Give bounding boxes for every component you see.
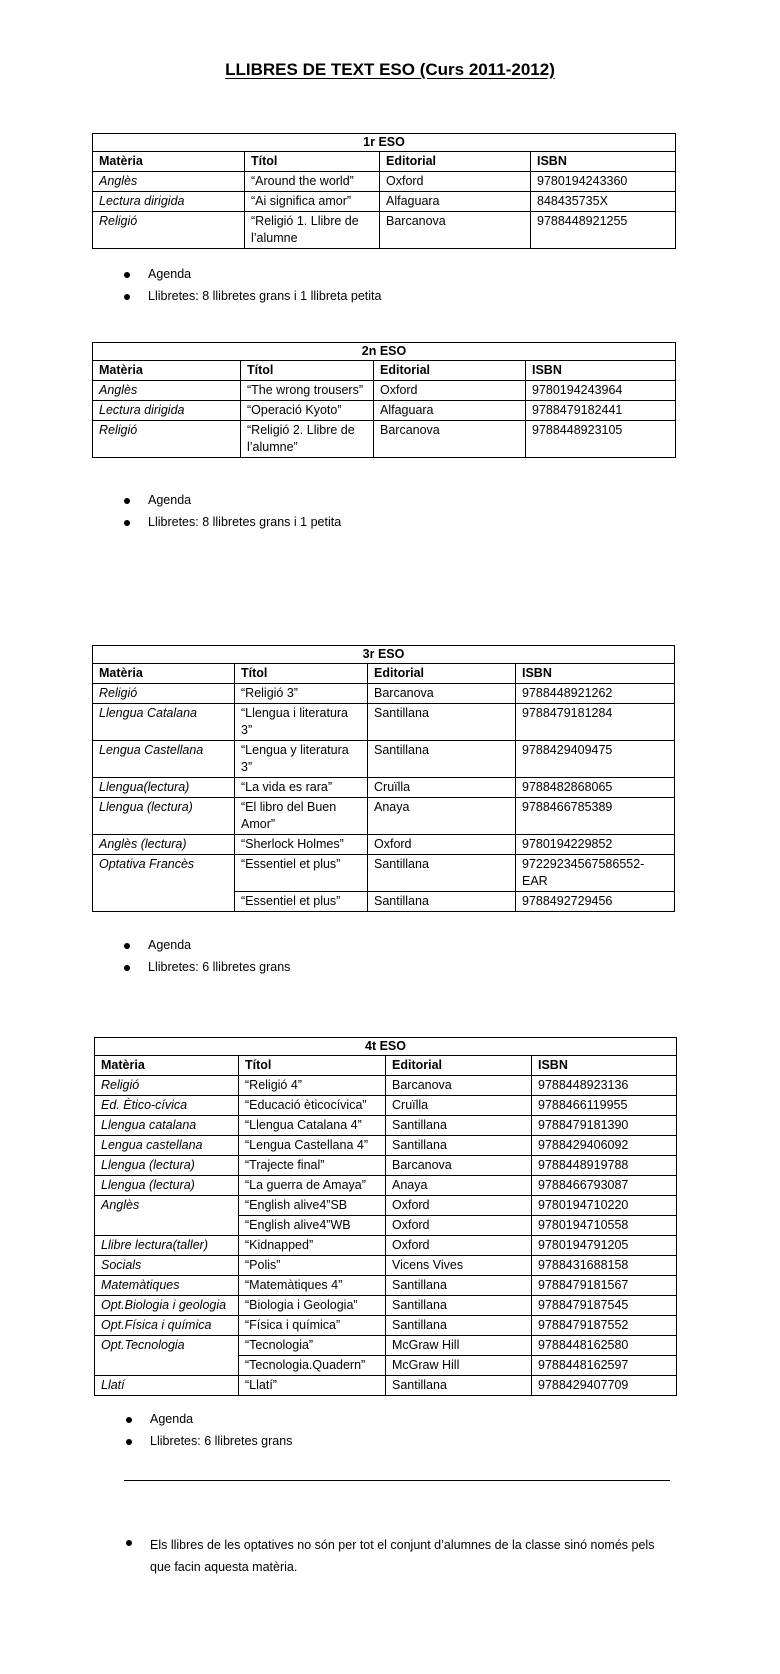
- isbn-cell: 9788429409475: [516, 741, 675, 778]
- publisher-cell: Anaya: [368, 798, 516, 835]
- divider: [124, 1480, 670, 1481]
- subject-cell: Lengua Castellana: [93, 741, 235, 778]
- subject-cell: Ed. Ètico-cívica: [95, 1096, 239, 1116]
- isbn-cell: 9788479181284: [516, 704, 675, 741]
- isbn-cell: 848435735X: [531, 192, 676, 212]
- subject-cell: Lengua castellana: [95, 1136, 239, 1156]
- list-item: Llibretes: 6 llibretes grans: [122, 1433, 682, 1450]
- table-row: [95, 1236, 677, 1256]
- notes-list-4t-eso: [122, 1411, 682, 1455]
- publisher-cell: Oxford: [380, 172, 531, 192]
- publisher-cell: Santillana: [368, 892, 516, 912]
- publisher-cell: Oxford: [368, 835, 516, 855]
- table-row: [93, 381, 676, 401]
- publisher-cell: Santillana: [386, 1296, 532, 1316]
- table-4t-eso: [94, 1037, 677, 1396]
- isbn-cell: 9788479187545: [532, 1296, 677, 1316]
- subject-cell: Llengua (lectura): [93, 798, 235, 835]
- header-title: Títol: [245, 152, 380, 172]
- isbn-cell: 9780194710558: [532, 1216, 677, 1236]
- list-item: Agenda: [120, 937, 680, 954]
- title-cell: “Tecnologia.Quadern”: [239, 1356, 386, 1376]
- subject-cell: Religió: [93, 212, 245, 249]
- publisher-cell: Oxford: [386, 1216, 532, 1236]
- title-cell: “Llengua i literatura 3”: [235, 704, 368, 741]
- table-row: [95, 1116, 677, 1136]
- publisher-cell: McGraw Hill: [386, 1336, 532, 1356]
- subject-cell: Religió: [93, 684, 235, 704]
- subject-cell: Llatí: [95, 1376, 239, 1396]
- subject-cell: Llengua (lectura): [95, 1156, 239, 1176]
- title-cell: “La vida es rara”: [235, 778, 368, 798]
- title-cell: “Física i química”: [239, 1316, 386, 1336]
- isbn-cell: 9788448923105: [526, 421, 676, 458]
- title-cell: “Matemàtiques 4”: [239, 1276, 386, 1296]
- subject-cell: Anglès: [95, 1196, 239, 1236]
- publisher-cell: Santillana: [386, 1116, 532, 1136]
- isbn-cell: 9788448921262: [516, 684, 675, 704]
- header-title: Títol: [239, 1056, 386, 1076]
- isbn-cell: 9788429406092: [532, 1136, 677, 1156]
- table-caption: 1r ESO: [93, 134, 676, 152]
- table-row: [95, 1336, 677, 1356]
- title-cell: “Kidnapped”: [239, 1236, 386, 1256]
- subject-cell: Anglès: [93, 381, 241, 401]
- table-caption: 3r ESO: [93, 646, 675, 664]
- title-cell: “Religió 1. Llibre de l’alumne: [245, 212, 380, 249]
- table-row: [95, 1136, 677, 1156]
- title-cell: “Lengua y literatura 3”: [235, 741, 368, 778]
- title-cell: “Biologia i Geologia”: [239, 1296, 386, 1316]
- header-subject: Matèria: [93, 361, 241, 381]
- isbn-cell: 9780194710220: [532, 1196, 677, 1216]
- table-row: [93, 401, 676, 421]
- isbn-cell: 9780194243964: [526, 381, 676, 401]
- subject-cell: Opt.Física i química: [95, 1316, 239, 1336]
- list-item: Llibretes: 6 llibretes grans: [120, 959, 680, 976]
- table-caption: 4t ESO: [95, 1038, 677, 1056]
- title-cell: “Sherlock Holmes”: [235, 835, 368, 855]
- table-caption: 2n ESO: [93, 343, 676, 361]
- header-isbn: ISBN: [526, 361, 676, 381]
- header-isbn: ISBN: [532, 1056, 677, 1076]
- subject-cell: Anglès: [93, 172, 245, 192]
- header-subject: Matèria: [95, 1056, 239, 1076]
- table-row: [93, 855, 675, 892]
- table-2n-eso: [92, 342, 676, 458]
- title-cell: “Llatí”: [239, 1376, 386, 1396]
- subject-cell: Religió: [95, 1076, 239, 1096]
- title-cell: “Religió 2. Llibre de l’alumne”: [241, 421, 374, 458]
- list-item: Llibretes: 8 llibretes grans i 1 petita: [120, 514, 680, 531]
- table-row: [95, 1076, 677, 1096]
- subject-cell: Matemàtiques: [95, 1276, 239, 1296]
- list-item: Agenda: [120, 492, 680, 509]
- isbn-cell: 9788448162580: [532, 1336, 677, 1356]
- subject-cell: Llibre lectura(taller): [95, 1236, 239, 1256]
- isbn-cell: 9788466793087: [532, 1176, 677, 1196]
- title-cell: “Operació Kyoto”: [241, 401, 374, 421]
- table-row: [93, 778, 675, 798]
- table-row: [93, 421, 676, 458]
- table-row: [95, 1376, 677, 1396]
- table-1r-eso: [92, 133, 676, 249]
- title-cell: “Trajecte final”: [239, 1156, 386, 1176]
- isbn-cell: 9788448919788: [532, 1156, 677, 1176]
- subject-cell: Llengua catalana: [95, 1116, 239, 1136]
- publisher-cell: Santillana: [368, 741, 516, 778]
- isbn-cell: 9788479187552: [532, 1316, 677, 1336]
- subject-cell: Socials: [95, 1256, 239, 1276]
- title-cell: “Essentiel et plus”: [235, 892, 368, 912]
- isbn-cell: 9788479182441: [526, 401, 676, 421]
- subject-cell: Opt.Biologia i geologia: [95, 1296, 239, 1316]
- subject-cell: Opt.Tecnologia: [95, 1336, 239, 1376]
- header-isbn: ISBN: [531, 152, 676, 172]
- table-row: [93, 835, 675, 855]
- header-publisher: Editorial: [386, 1056, 532, 1076]
- table-3r-eso: [92, 645, 675, 912]
- header-publisher: Editorial: [368, 664, 516, 684]
- subject-cell: Anglès (lectura): [93, 835, 235, 855]
- table-row: [95, 1256, 677, 1276]
- subject-cell: Llengua (lectura): [95, 1176, 239, 1196]
- title-cell: “Lengua Castellana 4”: [239, 1136, 386, 1156]
- title-cell: “El libro del Buen Amor”: [235, 798, 368, 835]
- publisher-cell: Santillana: [386, 1316, 532, 1336]
- publisher-cell: Barcanova: [374, 421, 526, 458]
- publisher-cell: Alfaguara: [380, 192, 531, 212]
- title-cell: “Polis”: [239, 1256, 386, 1276]
- table-row: [95, 1296, 677, 1316]
- publisher-cell: Alfaguara: [374, 401, 526, 421]
- title-cell: “The wrong trousers”: [241, 381, 374, 401]
- table-row: [93, 684, 675, 704]
- isbn-cell: 9788466785389: [516, 798, 675, 835]
- publisher-cell: Oxford: [374, 381, 526, 401]
- isbn-cell: 9788492729456: [516, 892, 675, 912]
- subject-cell: Llengua Catalana: [93, 704, 235, 741]
- header-publisher: Editorial: [374, 361, 526, 381]
- header-subject: Matèria: [93, 664, 235, 684]
- publisher-cell: Barcanova: [380, 212, 531, 249]
- title-cell: “Tecnologia”: [239, 1336, 386, 1356]
- isbn-cell: 9788482868065: [516, 778, 675, 798]
- list-item: Agenda: [122, 1411, 682, 1428]
- title-cell: “Religió 4”: [239, 1076, 386, 1096]
- list-item: Agenda: [120, 266, 680, 283]
- publisher-cell: Barcanova: [368, 684, 516, 704]
- publisher-cell: Oxford: [386, 1196, 532, 1216]
- isbn-cell: 9780194243360: [531, 172, 676, 192]
- footer-note: Els llibres de les optatives no són per tot el conjunt d’alumnes de la classe sinó només pels que facin aquesta matèria.: [122, 1534, 670, 1578]
- header-publisher: Editorial: [380, 152, 531, 172]
- publisher-cell: Santillana: [386, 1136, 532, 1156]
- header-subject: Matèria: [93, 152, 245, 172]
- publisher-cell: Anaya: [386, 1176, 532, 1196]
- title-cell: “English alive4”SB: [239, 1196, 386, 1216]
- subject-cell: Lectura dirigida: [93, 401, 241, 421]
- notes-list-1r-eso: [120, 266, 680, 310]
- subject-cell: Religió: [93, 421, 241, 458]
- table-row: [95, 1156, 677, 1176]
- title-cell: “English alive4”WB: [239, 1216, 386, 1236]
- table-row: [95, 1096, 677, 1116]
- subject-cell: Llengua(lectura): [93, 778, 235, 798]
- table-row: [95, 1276, 677, 1296]
- header-title: Títol: [241, 361, 374, 381]
- table-row: [93, 741, 675, 778]
- isbn-cell: 9780194791205: [532, 1236, 677, 1256]
- publisher-cell: Barcanova: [386, 1076, 532, 1096]
- title-cell: “Llengua Catalana 4”: [239, 1116, 386, 1136]
- publisher-cell: Cruïlla: [386, 1096, 532, 1116]
- publisher-cell: Cruïlla: [368, 778, 516, 798]
- publisher-cell: Vicens Vives: [386, 1256, 532, 1276]
- publisher-cell: Santillana: [368, 855, 516, 892]
- isbn-cell: 97229234567586552-EAR: [516, 855, 675, 892]
- isbn-cell: 9780194229852: [516, 835, 675, 855]
- title-cell: “Essentiel et plus”: [235, 855, 368, 892]
- footer-note-list: [122, 1534, 670, 1583]
- isbn-cell: 9788448923136: [532, 1076, 677, 1096]
- isbn-cell: 9788448921255: [531, 212, 676, 249]
- publisher-cell: McGraw Hill: [386, 1356, 532, 1376]
- isbn-cell: 9788479181390: [532, 1116, 677, 1136]
- isbn-cell: 9788429407709: [532, 1376, 677, 1396]
- list-item: Llibretes: 8 llibretes grans i 1 llibreta petita: [120, 288, 680, 305]
- title-cell: “Ai significa amor”: [245, 192, 380, 212]
- table-row: [93, 192, 676, 212]
- page-title: LLIBRES DE TEXT ESO (Curs 2011-2012): [225, 60, 555, 79]
- header-title: Títol: [235, 664, 368, 684]
- notes-list-2n-eso: [120, 492, 680, 536]
- publisher-cell: Oxford: [386, 1236, 532, 1256]
- publisher-cell: Barcanova: [386, 1156, 532, 1176]
- table-row: [93, 704, 675, 741]
- notes-list-3r-eso: [120, 937, 680, 981]
- table-row: [95, 1316, 677, 1336]
- publisher-cell: Santillana: [386, 1376, 532, 1396]
- header-isbn: ISBN: [516, 664, 675, 684]
- table-row: [95, 1196, 677, 1216]
- table-row: [93, 798, 675, 835]
- title-cell: “Educació èticocívica”: [239, 1096, 386, 1116]
- table-row: [93, 212, 676, 249]
- publisher-cell: Santillana: [368, 704, 516, 741]
- subject-cell: Lectura dirigida: [93, 192, 245, 212]
- isbn-cell: 9788466119955: [532, 1096, 677, 1116]
- isbn-cell: 9788431688158: [532, 1256, 677, 1276]
- title-cell: “La guerra de Amaya”: [239, 1176, 386, 1196]
- title-cell: “Religió 3”: [235, 684, 368, 704]
- table-row: [93, 172, 676, 192]
- subject-cell: Optativa Francès: [93, 855, 235, 912]
- isbn-cell: 9788448162597: [532, 1356, 677, 1376]
- isbn-cell: 9788479181567: [532, 1276, 677, 1296]
- table-row: [95, 1176, 677, 1196]
- publisher-cell: Santillana: [386, 1276, 532, 1296]
- title-cell: “Around the world”: [245, 172, 380, 192]
